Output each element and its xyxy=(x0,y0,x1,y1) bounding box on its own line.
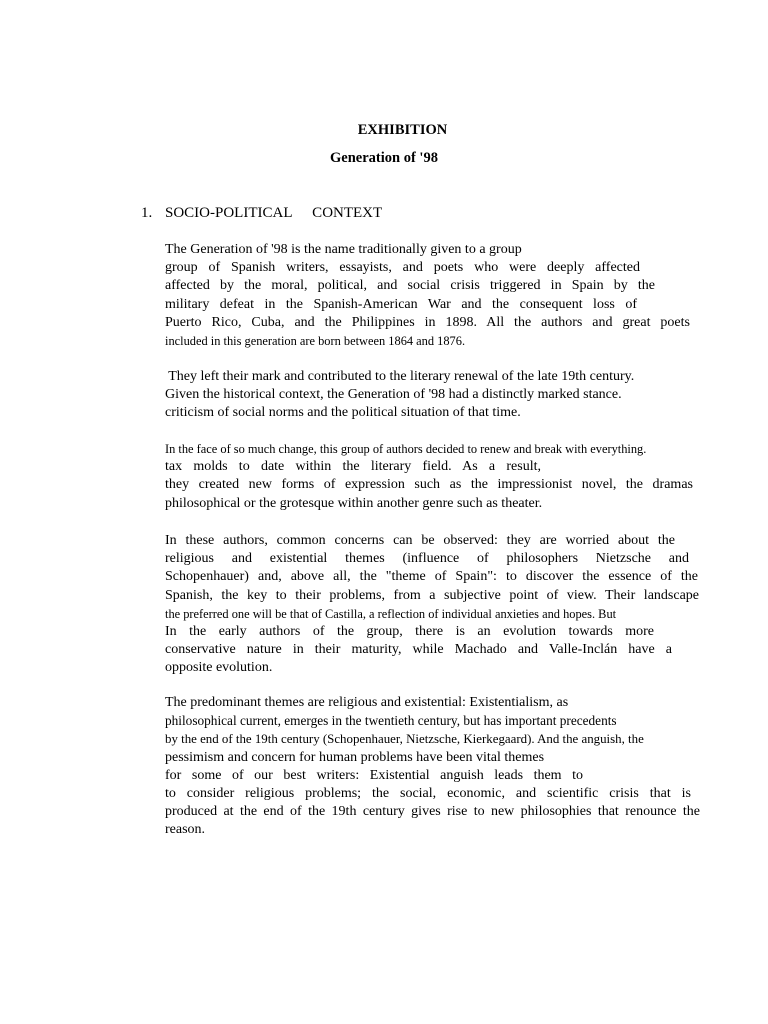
paragraph-5 xyxy=(165,694,701,840)
paragraph-line: Puerto Rico, Cuba, and the Philippines in 1898. All the authors and great poets xyxy=(165,314,690,330)
paragraph-line: for some of our best writers: Existential anguish leads them to xyxy=(165,767,583,783)
paragraph-line: Spanish, the key to their problems, from a subjective point of view. Their landscape xyxy=(165,587,699,603)
paragraph-line: philosophical or the grotesque within another genre such as theater. xyxy=(165,495,543,511)
paragraph-line: tax molds to date within the literary field. As a result, xyxy=(165,459,541,475)
paragraph-line: reason. xyxy=(165,822,206,838)
paragraph-3 xyxy=(165,440,701,513)
paragraph-line: conservative nature in their maturity, while Machado and Valle-Inclán have a xyxy=(165,642,672,658)
paragraph-line: affected by the moral, political, and social crisis triggered in Spain by the xyxy=(165,278,655,294)
paragraph-line: to consider religious problems; the social, economic, and scientific crisis that is xyxy=(165,785,691,801)
section-heading-text: SOCIO-POLITICAL CONTEXT xyxy=(165,205,383,221)
paragraph-2 xyxy=(165,368,701,423)
paragraph-line: In the early authors of the group, there is an evolution towards more xyxy=(165,623,654,639)
document-subtitle: Generation of '98 xyxy=(330,150,438,166)
paragraph-line: In these authors, common concerns can be observed: they are worried about the xyxy=(165,533,675,548)
paragraph-line: Given the historical context, the Generation of '98 had a distinctly marked stance. xyxy=(165,387,622,403)
section-heading xyxy=(141,205,382,222)
paragraph-line: produced at the end of the 19th century gives rise to new philosophies that renounce the xyxy=(165,804,700,820)
paragraph-1 xyxy=(165,241,701,350)
paragraph-line: criticism of social norms and the political situation of that time. xyxy=(165,405,521,421)
paragraph-line: included in this generation are born between 1864 and 1876. xyxy=(165,333,466,348)
paragraph-line: opposite evolution. xyxy=(165,660,273,676)
paragraph-4 xyxy=(165,532,701,678)
paragraph-line: The predominant themes are religious and existential: Existentialism, as xyxy=(165,695,569,710)
paragraph-line: pessimism and concern for human problems have been vital themes xyxy=(165,749,545,765)
paragraph-line: the preferred one will be that of Castilla, a reflection of individual anxieties and hopes. But xyxy=(165,606,617,621)
paragraph-line: The Generation of '98 is the name traditionally given to a group xyxy=(165,242,522,257)
section-number: 1. xyxy=(141,205,153,221)
paragraph-line: philosophical current, emerges in the twentieth century, but has important precedents xyxy=(165,713,617,729)
paragraph-line: they created new forms of expression such as the impressionist novel, the dramas xyxy=(165,477,693,493)
paragraph-line: They left their mark and contributed to the literary renewal of the late 19th century. xyxy=(165,369,635,384)
paragraph-line: In the face of so much change, this group of authors decided to renew and break with everything. xyxy=(165,442,647,456)
paragraph-line: group of Spanish writers, essayists, and poets who were deeply affected xyxy=(165,260,640,276)
paragraph-line: military defeat in the Spanish-American War and the consequent loss of xyxy=(165,296,637,312)
paragraph-line: religious and existential themes (influence of philosophers Nietzsche and xyxy=(165,551,689,567)
paragraph-line: by the end of the 19th century (Schopenhauer, Nietzsche, Kierkegaard). And the anguish, the xyxy=(165,732,644,747)
paragraph-line: Schopenhauer) and, above all, the "theme of Spain": to discover the essence of the xyxy=(165,569,698,585)
document-title: EXHIBITION xyxy=(357,122,448,138)
